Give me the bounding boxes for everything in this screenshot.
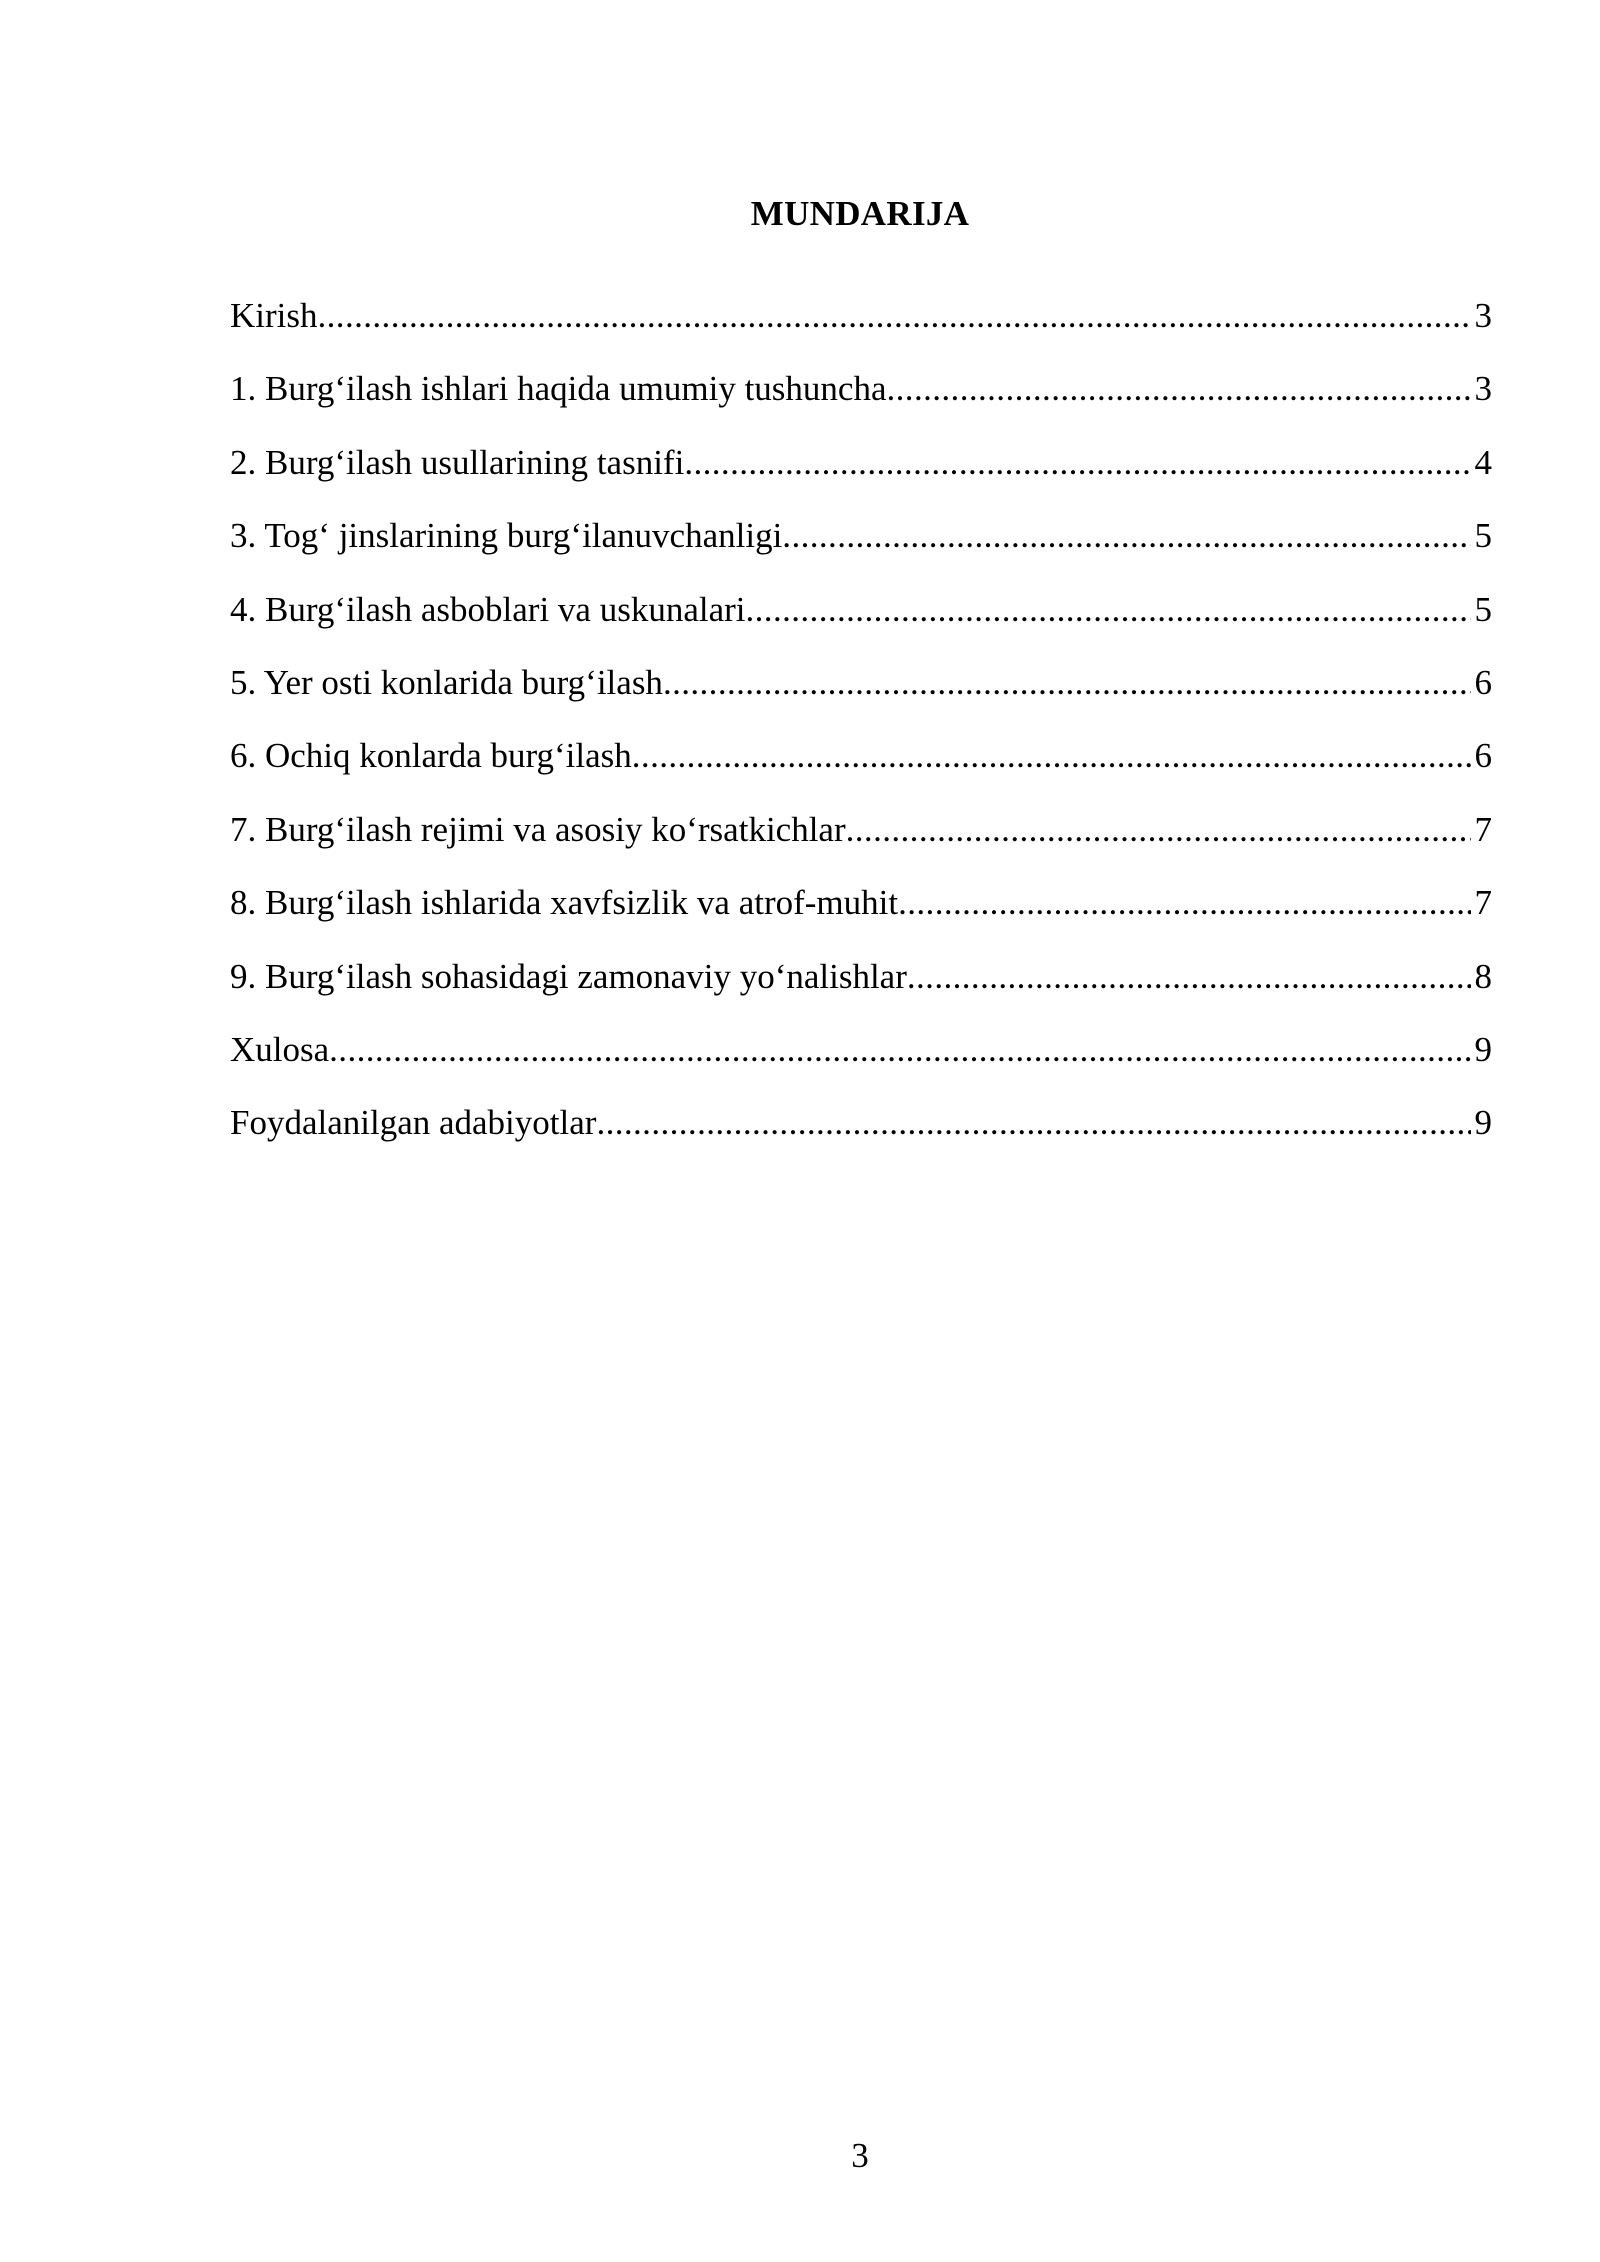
- toc-entry-page: 7: [1474, 809, 1492, 849]
- toc-entry[interactable]: [230, 804, 1492, 877]
- toc-dot-leader: [684, 437, 1470, 489]
- toc-entry-page: 3: [1474, 369, 1492, 409]
- toc-entry[interactable]: [230, 363, 1492, 436]
- toc-entry-title: 1. Burg‘ilash ishlari haqida umumiy tushuncha: [230, 369, 887, 409]
- toc-entry[interactable]: [230, 437, 1492, 510]
- toc-dot-leader: [846, 804, 1471, 856]
- toc-entry[interactable]: [230, 1024, 1492, 1097]
- toc-entry-title: Foydalanilgan adabiyotlar: [230, 1103, 597, 1143]
- toc-dot-leader: [329, 1024, 1470, 1076]
- toc-entry-title: 5. Yer osti konlarida burg‘ilash: [230, 662, 663, 702]
- toc-entry[interactable]: [230, 584, 1492, 657]
- toc-entry-title: 3. Tog‘ jinslarining burg‘ilanuvchanligi: [230, 516, 783, 556]
- toc-dot-leader: [596, 1097, 1470, 1149]
- toc-entry-page: 6: [1474, 662, 1492, 702]
- toc-entry-title: 7. Burg‘ilash rejimi va asosiy ko‘rsatkichlar: [230, 809, 846, 849]
- toc-entry-title: 9. Burg‘ilash sohasidagi zamonaviy yo‘nalishlar: [230, 956, 907, 996]
- toc-entry[interactable]: [230, 730, 1492, 803]
- toc-entry[interactable]: [230, 510, 1492, 583]
- toc-entry-page: 5: [1474, 516, 1492, 556]
- toc-entry-page: 4: [1474, 442, 1492, 482]
- toc-entry-page: 9: [1474, 1029, 1492, 1069]
- toc-dot-leader: [907, 951, 1471, 1003]
- toc-title: MUNDARIJA: [750, 194, 970, 233]
- toc-dot-leader: [898, 877, 1470, 929]
- toc-entry-title: 6. Ochiq konlarda burg‘ilash: [230, 736, 632, 776]
- toc-entry[interactable]: [230, 951, 1492, 1024]
- toc-entry-title: 4. Burg‘ilash asboblari va uskunalari: [230, 589, 746, 629]
- toc-dot-leader: [746, 584, 1471, 636]
- toc-dot-leader: [318, 290, 1471, 342]
- toc-entry-title: Xulosa: [230, 1029, 330, 1069]
- toc-dot-leader: [632, 730, 1471, 782]
- toc-dot-leader: [887, 363, 1471, 415]
- toc-entry-title: Kirish: [230, 296, 318, 335]
- toc-dot-leader: [663, 657, 1471, 709]
- toc-entry-page: 9: [1474, 1103, 1492, 1143]
- toc-dot-leader: [782, 510, 1470, 562]
- toc-entry-title: 2. Burg‘ilash usullarining tasnifi: [230, 442, 685, 482]
- toc-entry-page: 3: [1474, 296, 1492, 335]
- page-number: 3: [851, 2136, 869, 2175]
- toc-entry[interactable]: [230, 290, 1492, 363]
- toc-entry-page: 5: [1474, 589, 1492, 629]
- toc-entry[interactable]: [230, 657, 1492, 730]
- toc-entry-page: 6: [1474, 736, 1492, 776]
- table-of-contents: [230, 290, 1492, 1171]
- toc-entry-title: 8. Burg‘ilash ishlarida xavfsizlik va atrof-muhit: [230, 883, 899, 923]
- toc-entry-page: 8: [1474, 956, 1492, 996]
- toc-entry[interactable]: [230, 1097, 1492, 1170]
- toc-entry-page: 7: [1474, 883, 1492, 923]
- toc-entry[interactable]: [230, 877, 1492, 950]
